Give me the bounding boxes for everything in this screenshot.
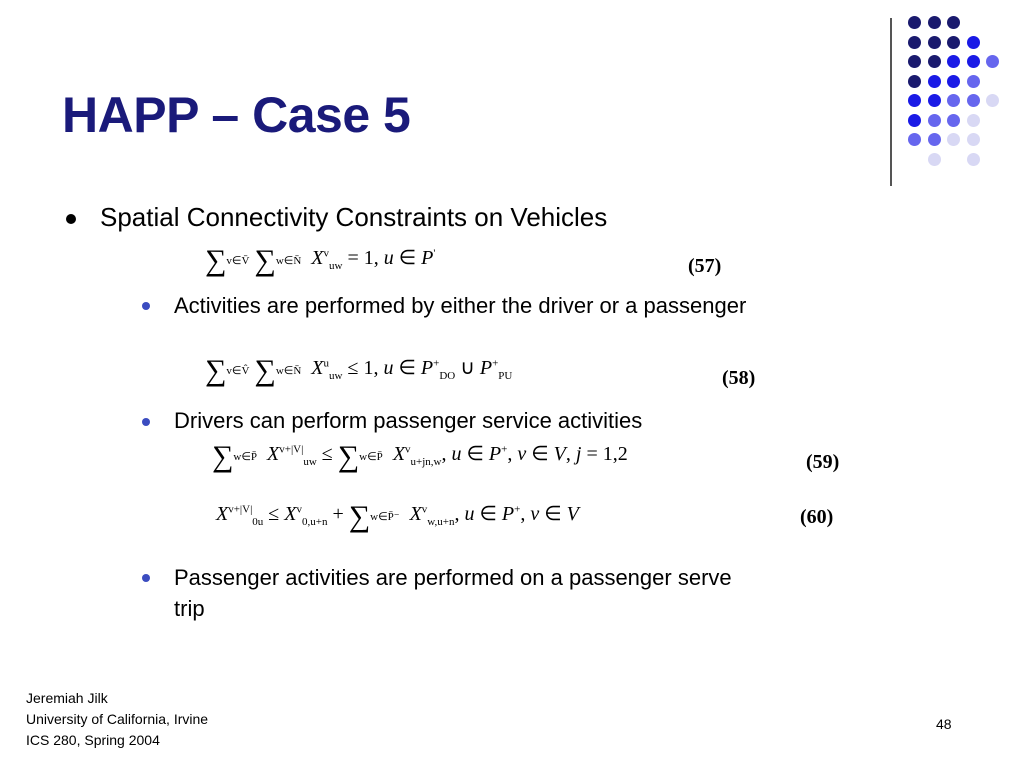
footer-author: Jeremiah Jilk [26,690,108,706]
equation-59: ∑w∈P̄ $X^{v+|V|}_{uw}$ ≤ ∑w∈P̄ $X^v_{u+jn,w}$, u ∈ P+, v ∈ V, j = 1,2 [212,440,628,473]
decorative-dot [908,114,921,127]
decorative-dot [928,75,941,88]
equation-59-number: (59) [806,451,840,473]
footer-course: ICS 280, Spring 2004 [26,732,160,748]
equation-60-number: (60) [800,506,834,528]
decorative-dot [947,94,960,107]
bullet-main: Spatial Connectivity Constraints on Vehicles [100,202,608,232]
slide-title: HAPP – Case 5 [62,87,411,143]
decorative-dot [928,133,941,146]
decorative-dot [928,153,941,166]
decorative-dot [908,55,921,68]
bullet-icon [66,214,76,224]
decorative-dot [947,16,960,29]
decorative-dot [947,75,960,88]
decorative-dot [928,114,941,127]
equation-58-number: (58) [722,367,756,389]
decorative-dot [986,94,999,107]
sub-bullet-icon [142,574,150,582]
decorative-dot [928,55,941,68]
decorative-dot [947,114,960,127]
divider-line [890,18,892,186]
decorative-dot [928,16,941,29]
sub-bullet-icon [142,418,150,426]
bullet-sub-3-line-1: Passenger activities are performed on a passenger serve [174,565,732,590]
footer-institution: University of California, Irvine [26,711,209,727]
decorative-dot [908,16,921,29]
decorative-dot [908,133,921,146]
equation-57: ∑v∈V̄ ∑w∈N̄ $X^v_{uw} = 1$, u ∈ P' [205,244,436,277]
decorative-dot [967,55,980,68]
decorative-dot [947,36,960,49]
decorative-dot [947,55,960,68]
decorative-dot [967,153,980,166]
decorative-dot [967,133,980,146]
bullet-sub-3-line-2: trip [174,596,205,621]
decorative-dot [908,75,921,88]
footer [26,688,208,751]
equation-60: $X^{v+|V|}_{0u} \le X^v_{0,u+n}$ + ∑w∈P̄⁻ $X^v_{w,u+n}$, u ∈ P+, v ∈ V [216,500,579,533]
decorative-dot [967,36,980,49]
page-number: 48 [936,716,952,732]
bullet-sub-1: Activities are performed by either the driver or a passenger [174,293,747,318]
decorative-dot [928,36,941,49]
equation-58: ∑v∈V̂ ∑w∈N̄ $X^u_{uw} \le 1$, u ∈ $P^+_{DO}$ ∪ $P^+_{PU}$ [205,354,513,387]
decorative-dot [967,94,980,107]
decorative-dot [986,55,999,68]
decorative-dot [908,36,921,49]
decorative-dot-grid [905,10,1015,170]
decorative-dot [928,94,941,107]
equation-57-number: (57) [688,255,722,277]
decorative-dot [967,75,980,88]
sub-bullet-icon [142,302,150,310]
decorative-dot [947,133,960,146]
decorative-dot [967,114,980,127]
bullet-sub-2: Drivers can perform passenger service activities [174,408,643,433]
decorative-dot [908,94,921,107]
